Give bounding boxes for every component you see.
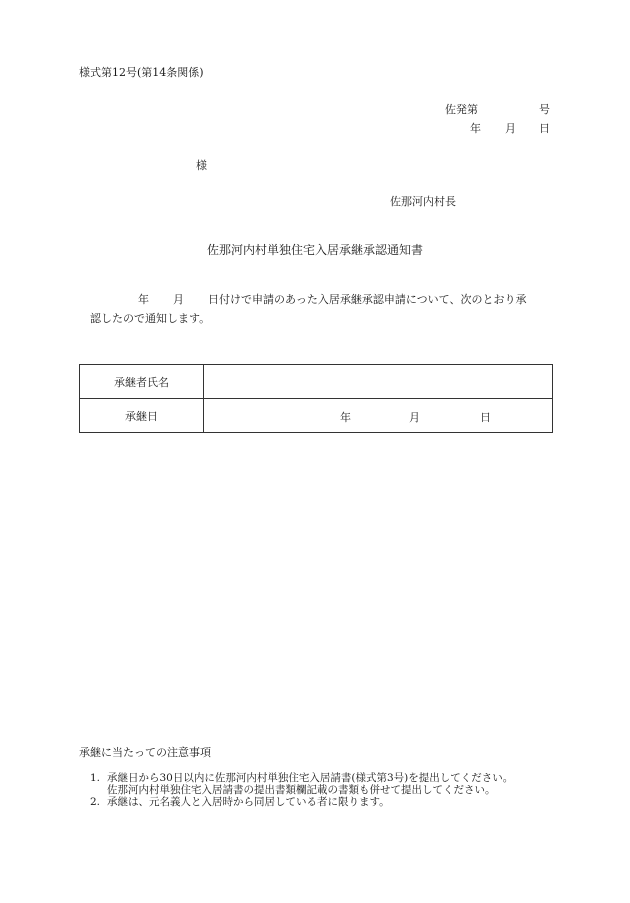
succession-date-label: 承継日	[80, 399, 204, 433]
note-text: 承継は、元名義人と入居時から同居している者に限ります。	[107, 796, 390, 808]
note-text: 承継日から30日以内に佐那河内村単独住宅入居請書(様式第3号)を提出してください。	[107, 772, 514, 784]
issue-date-month: 月	[505, 122, 516, 135]
succession-date-row	[80, 399, 553, 433]
issue-number-prefix: 佐発第	[445, 103, 478, 116]
succession-date-year: 年	[340, 411, 351, 424]
list-item	[90, 772, 513, 784]
body-line2: 認したので通知します。	[90, 312, 211, 325]
form-number: 様式第12号(第14条関係)	[79, 66, 204, 79]
issue-date-year: 年	[470, 122, 481, 135]
note-number: 2.	[90, 796, 101, 808]
successor-name-value	[204, 365, 553, 399]
notes-list	[90, 772, 513, 808]
successor-name-label: 承継者氏名	[80, 365, 204, 399]
body-line1: 日付けで申請のあった入居承継承認申請について、次のとおり承	[208, 293, 527, 306]
successor-name-row	[80, 365, 553, 399]
document-title: 佐那河内村単独住宅入居承継承認通知書	[207, 243, 424, 257]
succession-table	[79, 364, 553, 433]
succession-date-day: 日	[480, 411, 491, 424]
list-item	[90, 796, 513, 808]
recipient-suffix: 様	[196, 159, 207, 172]
note-text-continued: 佐那河内村単独住宅入居請書の提出書類欄記載の書類も併せて提出してください。	[107, 784, 496, 796]
notes-heading: 承継に当たっての注意事項	[79, 746, 211, 759]
body-year: 年	[138, 293, 149, 306]
issue-number-suffix: 号	[539, 103, 550, 116]
succession-date-month: 月	[409, 411, 420, 424]
body-month: 月	[173, 293, 184, 306]
issue-date-day: 日	[539, 122, 550, 135]
issuer: 佐那河内村長	[390, 195, 456, 208]
succession-date-value	[204, 399, 553, 433]
note-number: 1.	[90, 772, 101, 784]
